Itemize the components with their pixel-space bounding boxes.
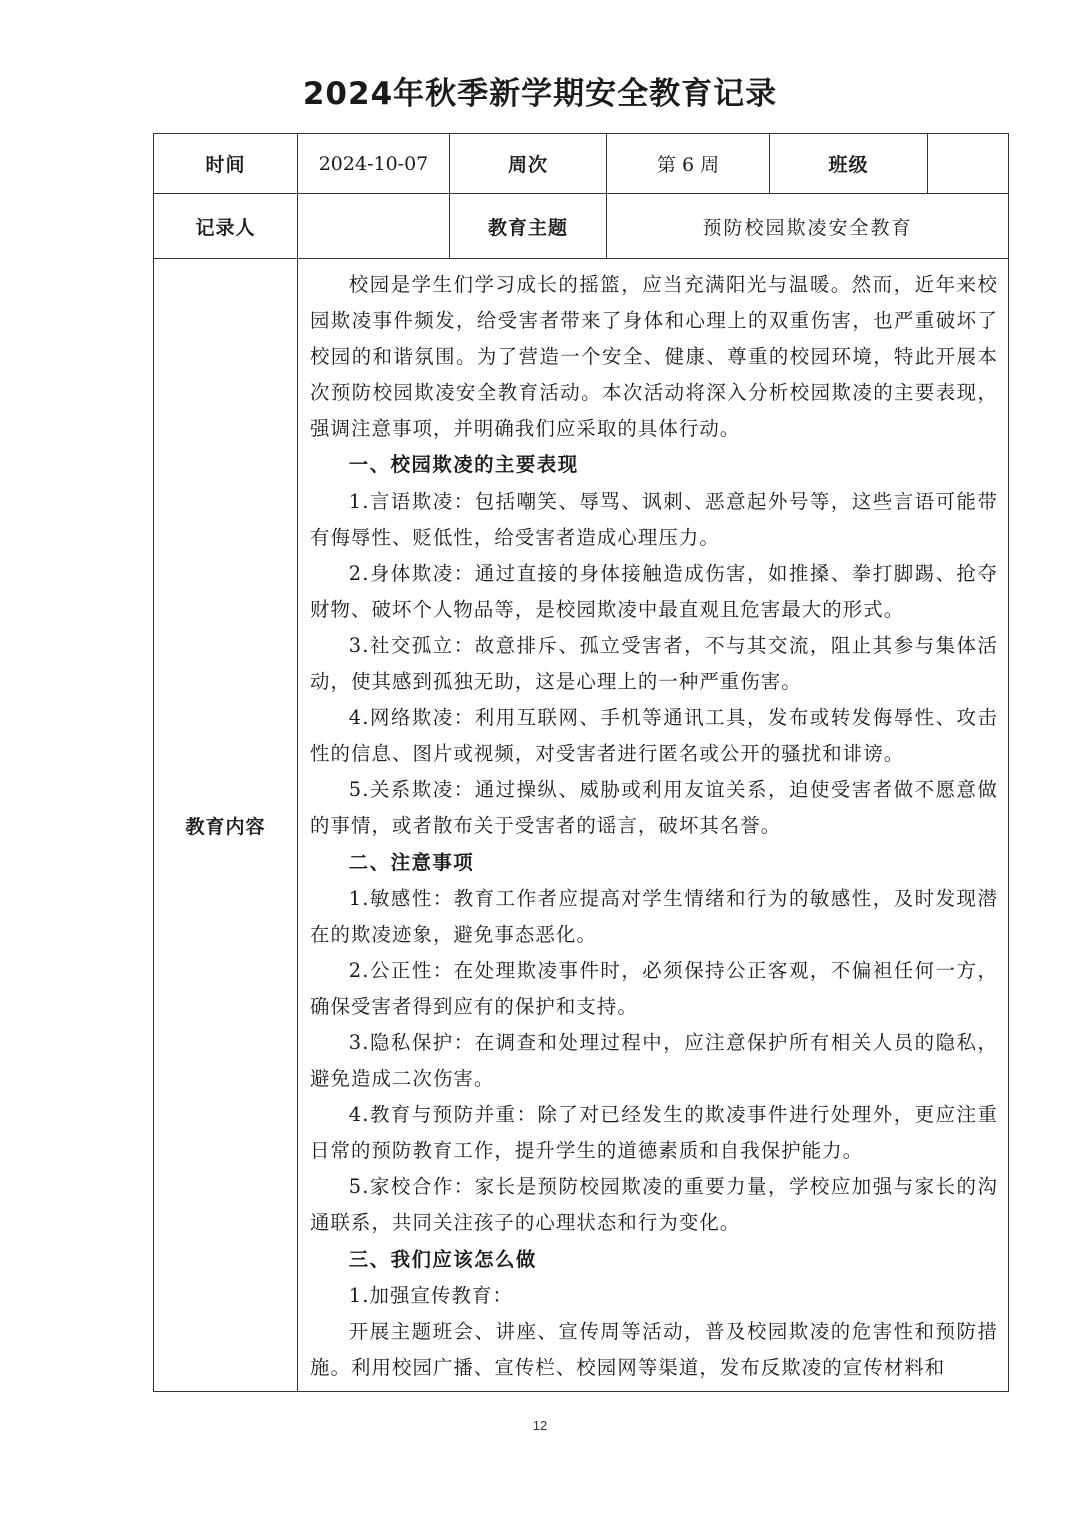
time-label: 时间	[154, 134, 298, 194]
section-heading: 二、注意事项	[348, 850, 475, 874]
page-number: 12	[532, 1418, 548, 1433]
recorder-value	[298, 194, 450, 259]
content-paragraph: 5.关系欺凌：通过操纵、威胁或利用友谊关系，迫使受害者做不愿意做的事情，或者散布关于受害者的谣言，破坏其名誉。	[310, 778, 998, 838]
content-paragraph: 5.家校合作：家长是预防校园欺凌的重要力量，学校应加强与家长的沟通联系，共同关注孩子的心理状态和行为变化。	[310, 1175, 998, 1235]
section-heading: 三、我们应该怎么做	[348, 1247, 537, 1271]
class-label: 班级	[770, 134, 928, 194]
topic-value: 预防校园欺凌安全教育	[607, 194, 1009, 259]
table-row-recorder	[154, 194, 1009, 259]
content-paragraph: 2.公正性：在处理欺凌事件时，必须保持公正客观，不偏袒任何一方，确保受害者得到应有的保护和支持。	[310, 958, 998, 1018]
section-heading: 一、校园欺凌的主要表现	[348, 453, 579, 477]
content-body	[298, 259, 1008, 1391]
content-paragraph: 3.社交孤立：故意排斥、孤立受害者，不与其交流，阻止其参与集体活动，使其感到孤独无助，这是心理上的一种严重伤害。	[310, 633, 998, 694]
content-paragraph: 校园是学生们学习成长的摇篮，应当充满阳光与温暖。然而，近年来校园欺凌事件频发，给受害者带来了身体和心理上的双重伤害，也严重破坏了校园的和谐氛围。为了营造一个安全、健康、尊重的校园环境，特此开展本次预防校园欺凌安全教育活动。本次活动将深入分析校园欺凌的主要表现，强调注意事项，并明确我们应采取的具体行动。	[310, 273, 998, 441]
class-value	[928, 134, 1009, 194]
week-label: 周次	[450, 134, 607, 194]
record-table	[153, 133, 1009, 1392]
content-paragraph: 4.教育与预防并重：除了对已经发生的欺凌事件进行处理外，更应注重日常的预防教育工作，提升学生的道德素质和自我保护能力。	[310, 1103, 998, 1163]
page-title: 2024年秋季新学期安全教育记录	[302, 76, 778, 112]
time-value: 2024-10-07	[298, 134, 450, 194]
content-paragraph: 3.隐私保护：在调查和处理过程中，应注意保护所有相关人员的隐私，避免造成二次伤害。	[310, 1030, 998, 1091]
content-paragraph: 4.网络欺凌：利用互联网、手机等通讯工具，发布或转发侮辱性、攻击性的信息、图片或视频，对受害者进行匿名或公开的骚扰和诽谤。	[310, 706, 998, 766]
content-paragraph: 1.加强宣传教育：	[348, 1283, 513, 1307]
content-paragraph: 1.敏感性：教育工作者应提高对学生情绪和行为的敏感性，及时发现潜在的欺凌迹象，避免事态恶化。	[310, 886, 998, 946]
recorder-label: 记录人	[154, 194, 298, 259]
table-row-time	[154, 134, 1009, 194]
week-value: 第 6 周	[607, 134, 770, 194]
table-row-content	[154, 259, 1009, 1392]
content-paragraph: 1.言语欺凌：包括嘲笑、辱骂、讽刺、恶意起外号等，这些言语可能带有侮辱性、贬低性，给受害者造成心理压力。	[310, 489, 998, 549]
content-paragraph: 开展主题班会、讲座、宣传周等活动，普及校园欺凌的危害性和预防措施。利用校园广播、宣传栏、校园网等渠道，发布反欺凌的宣传材料和	[310, 1319, 998, 1379]
content-label: 教育内容	[154, 259, 298, 1392]
content-paragraph: 2.身体欺凌：通过直接的身体接触造成伤害，如推搡、拳打脚踢、抢夺财物、破坏个人物品等，是校园欺凌中最直观且危害最大的形式。	[310, 561, 998, 621]
topic-label: 教育主题	[450, 194, 607, 259]
content-cell	[298, 259, 1009, 1392]
